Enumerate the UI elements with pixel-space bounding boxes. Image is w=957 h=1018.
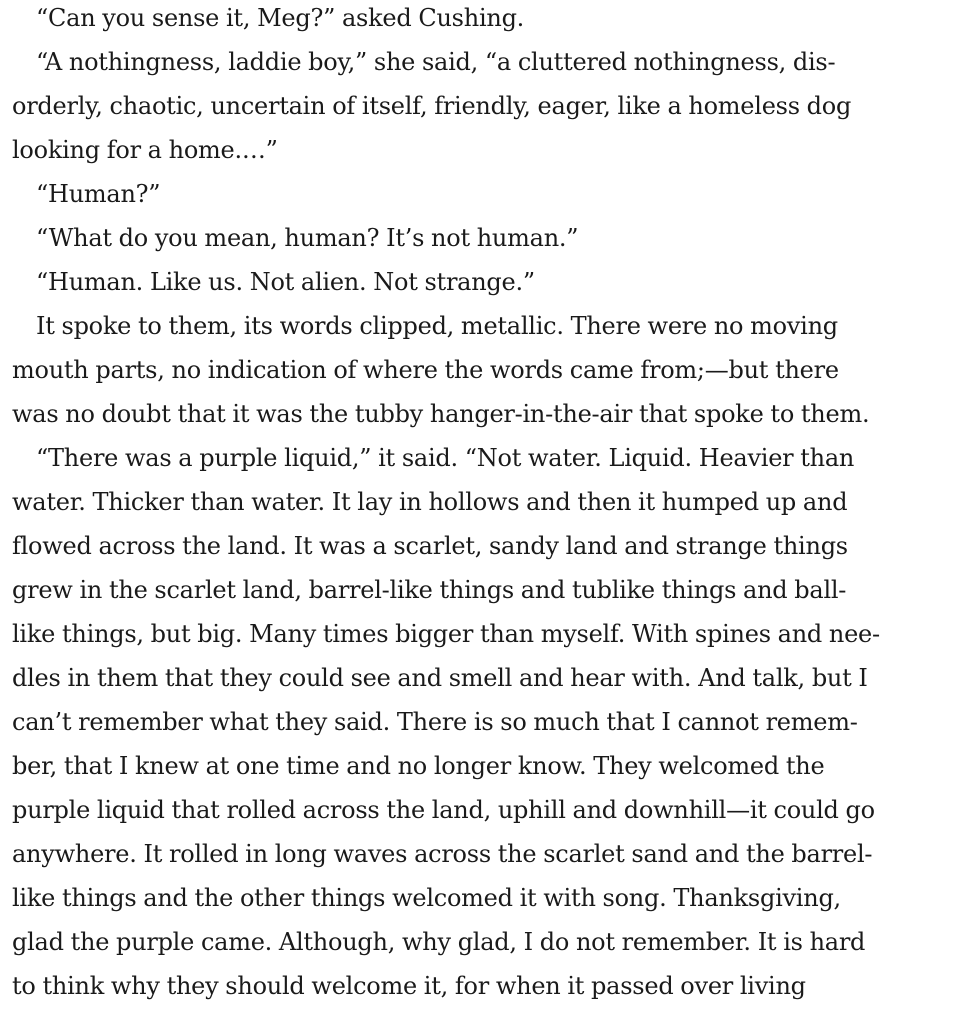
text-line: glad the purple came. Although, why glad, I do not remember. It is hard — [12, 928, 866, 956]
text-line: “There was a purple liquid,” it said. “Not water. Liquid. Heavier than — [36, 444, 855, 472]
text-line: can’t remember what they said. There is so much that I cannot remem- — [12, 708, 858, 736]
text-line: ber, that I knew at one time and no longer know. They welcomed the — [12, 752, 825, 780]
text-line: grew in the scarlet land, barrel-like things and tublike things and ball- — [12, 576, 847, 604]
text-line: “Human?” — [36, 180, 161, 208]
text-line: anywhere. It rolled in long waves across the scarlet sand and the barrel- — [12, 840, 873, 868]
book-page-text — [12, 0, 947, 1008]
text-line: It spoke to them, its words clipped, metallic. There were no moving — [36, 312, 838, 340]
text-line: to think why they should welcome it, for when it passed over living — [12, 972, 806, 1000]
text-line: flowed across the land. It was a scarlet, sandy land and strange things — [12, 532, 848, 560]
text-line: orderly, chaotic, uncertain of itself, friendly, eager, like a homeless dog — [12, 92, 852, 120]
text-line: “Human. Like us. Not alien. Not strange.” — [36, 268, 535, 296]
text-line: “Can you sense it, Meg?” asked Cushing. — [36, 4, 525, 32]
text-line: like things, but big. Many times bigger than myself. With spines and nee- — [12, 620, 880, 648]
text-line: “What do you mean, human? It’s not human.” — [36, 224, 579, 252]
text-line: mouth parts, no indication of where the words came from;—but there — [12, 356, 839, 384]
text-line: was no doubt that it was the tubby hanger-in-the-air that spoke to them. — [12, 400, 870, 428]
text-line: dles in them that they could see and smell and hear with. And talk, but I — [12, 664, 868, 692]
text-line: like things and the other things welcomed it with song. Thanksgiving, — [12, 884, 841, 912]
text-line: looking for a home.…” — [12, 136, 278, 164]
text-line: “A nothingness, laddie boy,” she said, “a cluttered nothingness, dis- — [36, 48, 836, 76]
text-line: purple liquid that rolled across the land, uphill and downhill—it could go — [12, 796, 875, 824]
text-line: water. Thicker than water. It lay in hollows and then it humped up and — [12, 488, 848, 516]
